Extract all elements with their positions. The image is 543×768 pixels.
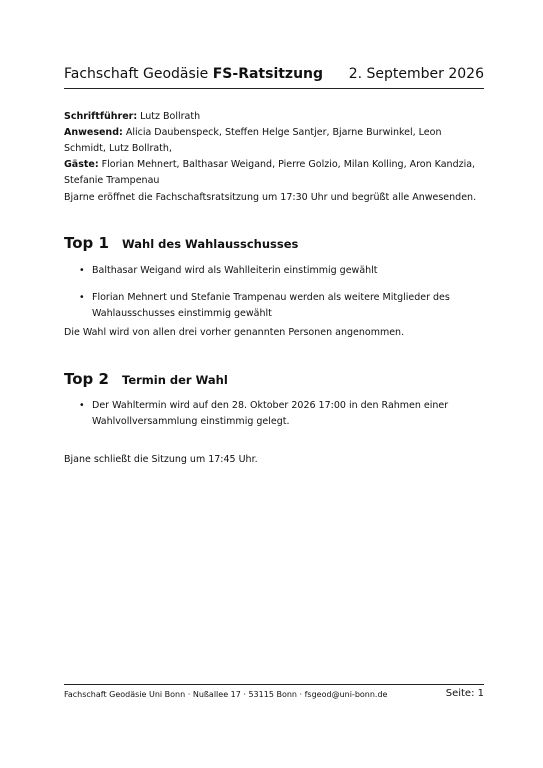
top1-list	[74, 263, 484, 333]
top1-heading	[64, 234, 298, 252]
secretary-name: Lutz Bollrath	[137, 111, 201, 122]
page-footer	[64, 684, 484, 699]
list-item-text: Balthasar Weigand wird als Wahlleiterin einstimmig gewählt	[92, 265, 378, 276]
header-title	[64, 66, 323, 82]
top1-number: Top 1	[64, 234, 109, 252]
present-line	[64, 125, 484, 157]
list-item	[74, 263, 484, 279]
bullet-icon: •	[79, 292, 85, 303]
bullet-icon: •	[79, 265, 85, 276]
bullet-icon: •	[79, 400, 85, 411]
list-item-text: Florian Mehnert und Stefanie Trampenau werden als weitere Mitglieder des Wahlausschusses einstimmig gewählt	[92, 292, 450, 319]
guests-names: Florian Mehnert, Balthasar Weigand, Pierre Golzio, Milan Kolling, Aron Kandzia, Stefanie Trampenau	[64, 159, 476, 186]
page-header	[64, 64, 484, 89]
page-number: Seite: 1	[445, 688, 484, 699]
list-item-text: Der Wahltermin wird auf den 28. Oktober 2026 17:00 in den Rahmen einer Wahlvollversammlung einstimmig gelegt.	[92, 400, 449, 427]
header-meeting-type: FS-Ratsitzung	[212, 66, 324, 82]
top2-number: Top 2	[64, 370, 109, 388]
top2-title: Termin der Wahl	[122, 373, 228, 387]
top2-list	[74, 398, 484, 441]
header-org: Fachschaft Geodäsie	[64, 66, 213, 82]
closing-paragraph: Bjane schließt die Sitzung um 17:45 Uhr.	[64, 454, 258, 465]
header-date: 2. September 2026	[348, 66, 484, 82]
secretary-line	[64, 109, 484, 125]
secretary-label: Schriftführer:	[64, 111, 138, 122]
footer-address: Fachschaft Geodäsie Uni Bonn · Nußallee 17 · 53115 Bonn · fsgeod@uni-bonn.de	[64, 690, 388, 699]
list-item	[74, 290, 484, 322]
top2-heading	[64, 370, 228, 388]
top1-conclusion: Die Wahl wird von allen drei vorher genannten Personen angenommen.	[64, 327, 405, 338]
list-item	[74, 398, 484, 430]
guests-line	[64, 157, 484, 189]
guests-label: Gäste:	[64, 159, 99, 170]
present-names: Alicia Daubenspeck, Steffen Helge Santjer, Bjarne Burwinkel, Leon Schmidt, Lutz Bollrath,	[64, 127, 442, 154]
present-label: Anwesend:	[64, 127, 123, 138]
intro-paragraph: Bjarne eröffnet die Fachschaftsratsitzung um 17:30 Uhr und begrüßt alle Anwesenden.	[64, 192, 477, 203]
attendance-block	[64, 109, 484, 189]
top1-title: Wahl des Wahlausschusses	[122, 237, 299, 251]
